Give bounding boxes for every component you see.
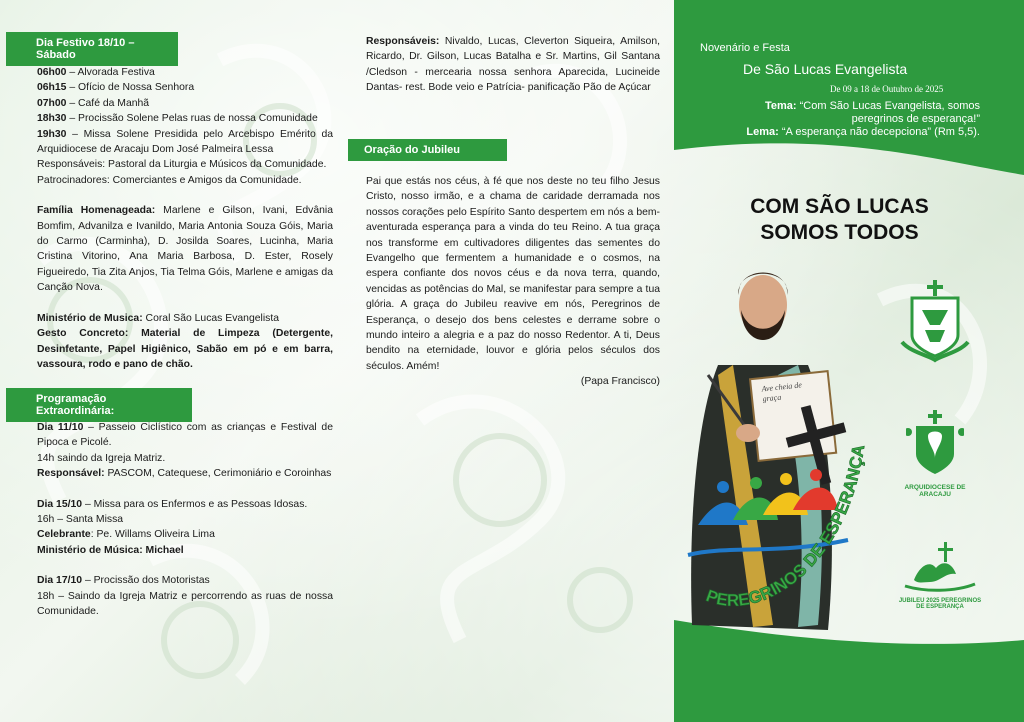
oracao-signature: (Papa Francisco): [580, 376, 660, 388]
schedule-item: 18h30 – Procissão Solene Pelas ruas de nossa Comunidade: [37, 113, 318, 125]
parish-crest-logo: [900, 280, 972, 366]
event-day-11-time: 14h saindo da Igreja Matriz.: [37, 452, 166, 464]
event-day-11-resp: Responsável: PASCOM, Catequese, Cerimoniário e Coroinhas: [37, 468, 332, 480]
responsaveis-text: Responsáveis: Pastoral da Liturgia e Músicos da Comunidade.: [37, 159, 327, 171]
event-day-17-time: 18h – Saindo da Igreja Matriz e percorrendo as ruas de nossa Comunidade.: [37, 590, 333, 618]
novenario-label: Novenário e Festa: [700, 42, 790, 54]
festivo-content: [37, 65, 333, 372]
event-day-15-time: 16h – Santa Missa: [37, 514, 124, 526]
schedule-item: 07h00 – Café da Manhã: [37, 97, 150, 109]
archdiocese-caption: ARQUIDIOCESE DE ARACAJU: [904, 484, 966, 498]
schedule-item: 19h30 – Missa Solene Presidida pelo Arcebispo Emérito da Arquidiocese de Aracaju Dom José Palmeira Lessa: [37, 128, 333, 156]
festival-dates: De 09 a 18 de Outubro de 2025: [830, 84, 944, 94]
jubilee-2025-logo: [900, 540, 980, 600]
gesto-concreto: Gesto Concreto: Material de Limpeza (Detergente, Desinfetante, Papel Higiênico, Sabão em pó e em barra, vassoura, rodo e pano de chão.: [37, 328, 333, 370]
oracao-text: Pai que estás nos céus, à fé que nos deste no teu filho Jesus Cristo, nosso irmão, e a chama de caridade derramada nos nossos corações pelo Espírito Santo despertem em nós a bem-aventurada esperança para a vinda do teu Reino. A tua graça nos transforme em cultivadores diligentes das sementes do Evangelho que fermentem a humanidade e o cosmos, na espera confiante dos novos céus e da nova terra, quando, vencidas as potências do Mal, se manifestar para sempre a tua glória. A graça do Jubileu reavive em nós, Peregrinos de Esperança, o desejo dos bens celestes e derrame sobre o mundo inteiro a alegria e a paz do nosso Redentor. A ti, Deus bendito na eternidade, louvor e glória pelos séculos dos séculos. Amém!: [366, 176, 660, 372]
book-writing: Ave cheia de graça: [761, 380, 803, 404]
svg-text:PEREGRINOS DE ESPERANÇA: PEREGRINOS DE ESPERANÇA: [703, 443, 869, 610]
familia-homenageada: Família Homenageada: Marlene e Gilson, Ivani, Edvânia Bomfim, Advanilza e Ivanildo, Maria Antonia Souza Góis, Maria do Carmo (Carminha), D. Josilda Soares, Lucinha, Maria Cristina Vitorino, Ana Maria Barbosa, D. Ester, Rosely Figueiredo, Tia Zita Anjos, Tia Telma Góis, Marlene e amigas da Canção Nova.: [37, 205, 333, 294]
event-day-17: Dia 17/10 – Procissão dos Motoristas: [37, 575, 210, 587]
archdiocese-logo: [906, 410, 964, 476]
saint-name: De São Lucas Evangelista: [743, 61, 908, 77]
responsaveis-block: Responsáveis: Nivaldo, Lucas, Cleverton Siqueira, Amilson, Ricardo, Dr. Gilson, Lucas Batalha e Sr. Martins, Gil Santana /Cledson - mercearia nossa senhora Aparecida, Lucineide Dantas- rest. Bode veio e Patrícia- panificação Pão de Açúcar: [366, 36, 660, 94]
event-day-15-ministerio: Ministério de Música: Michael: [37, 544, 184, 556]
tema-lema: Tema: “Com São Lucas Evangelista, somos peregrinos de esperança!” Lema: “A esperança não decepciona” (Rm 5,5).: [746, 100, 980, 138]
peregrinos-arc-text: [690, 430, 890, 630]
jubilee-caption: JUBILEU 2025 PEREGRINOS DE ESPERANÇA: [898, 598, 982, 610]
event-day-15: Dia 15/10 – Missa para os Enfermos e as Pessoas Idosas.: [37, 498, 308, 510]
patrocinadores-text: Patrocinadores: Comerciantes e Amigos da Comunidade.: [37, 174, 302, 186]
section-header-programacao: Programação Extraordinária:: [6, 388, 192, 422]
event-day-11: Dia 11/10 – Passeio Ciclístico com as crianças e Festival de Pipoca e Picolé.: [37, 422, 333, 449]
event-day-15-celebrante: Celebrante: Pe. Willams Oliveira Lima: [37, 529, 215, 541]
section-header-oracao: Oração do Jubileu: [348, 139, 507, 161]
schedule-item: 06h00 – Alvorada Festiva: [37, 67, 155, 78]
schedule-item: 06h15 – Ofício de Nossa Senhora: [37, 82, 195, 94]
headline: COM SÃO LUCAS SOMOS TODOS: [750, 195, 929, 244]
section-header-dia-festivo: Dia Festivo 18/10 – Sábado: [6, 32, 178, 66]
oracao-content: [366, 174, 660, 390]
ministerio-musica: Ministério de Musica: Coral São Lucas Evangelista: [37, 312, 279, 324]
programacao-content: [37, 420, 333, 619]
